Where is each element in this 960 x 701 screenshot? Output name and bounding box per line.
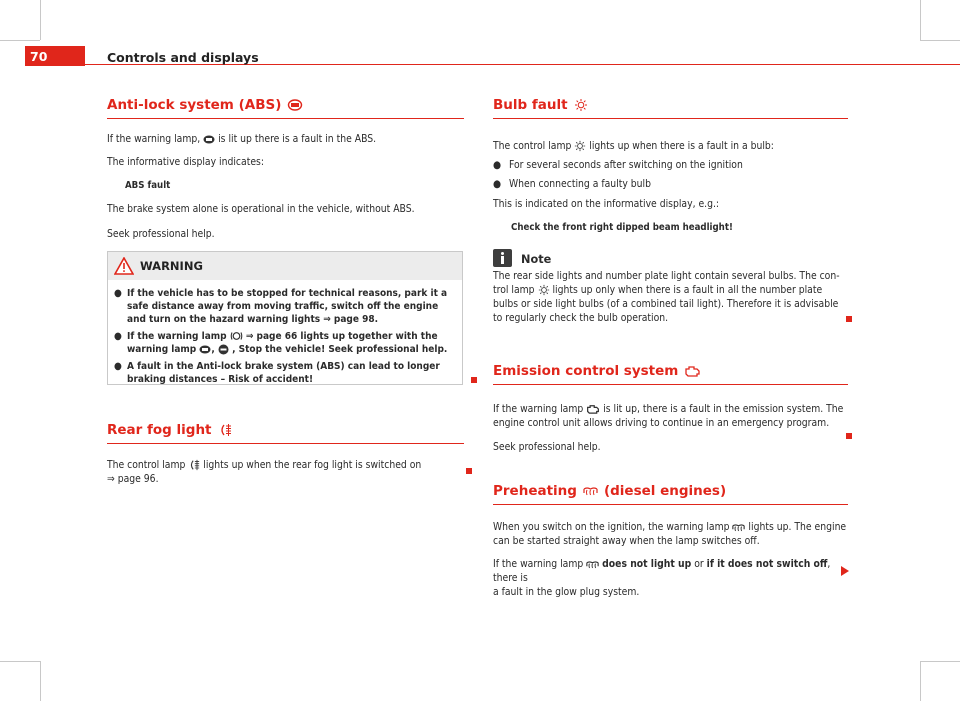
- note-line: bulbs or side light bulbs (of a combined tail light). Therefore it is advisable: [493, 298, 839, 310]
- glow-plug-lamp-icon: [732, 523, 745, 532]
- rear-fog-icon: [218, 423, 232, 437]
- text: is lit up, there is a fault in the emission system. The: [603, 403, 844, 415]
- text: can be started straight away when the lamp switches off.: [493, 535, 760, 547]
- warning-bullet: ● A fault in the Anti-lock brake system (ABS) can lead to longer braking distances – Risk of accident!: [114, 360, 456, 386]
- abs-paragraph-3: The brake system alone is operational in the vehicle, without ABS.: [107, 203, 415, 215]
- abs-heading-text: Anti-lock system (ABS): [107, 97, 282, 113]
- stop-lamp-icon: [218, 344, 229, 355]
- emission-paragraph-2: Seek professional help.: [493, 441, 601, 453]
- bulb-bullet: ● For several seconds after switching on the ignition: [493, 159, 743, 171]
- abs-warning-icon: [287, 99, 303, 111]
- crop-mark: [0, 661, 40, 662]
- crop-mark: [920, 661, 960, 662]
- crop-mark: [920, 661, 921, 701]
- bulb-bullet: ● When connecting a faulty bulb: [493, 178, 652, 190]
- abs-section: [107, 98, 464, 241]
- fog-paragraph: [107, 458, 464, 486]
- emission-heading-text: Emission control system: [493, 363, 679, 379]
- bulb-paragraph-2: This is indicated on the informative display, e.g.:: [493, 198, 720, 210]
- warning-triangle-icon: [114, 257, 134, 275]
- section-end-mark: [846, 316, 852, 322]
- text: The control lamp: [107, 459, 186, 471]
- bulb-paragraph-1: [493, 139, 848, 153]
- engine-lamp-icon: [586, 404, 600, 414]
- text: is lit up there is a fault in the ABS.: [218, 133, 377, 145]
- emphasis: does not light up: [602, 558, 692, 570]
- note-heading: [493, 249, 848, 267]
- brake-warning-icon: [230, 331, 243, 341]
- crop-mark: [920, 0, 921, 40]
- text: a fault in the glow plug system.: [493, 586, 640, 598]
- section-title: Controls and displays: [107, 50, 259, 65]
- text: If the vehicle has to be stopped for technical reasons, park it a safe distance away from moving traffic, switch off the engine and turn on the hazard warning lights ⇒ page 98.: [127, 288, 448, 325]
- crop-mark: [40, 661, 41, 701]
- note-line: [493, 283, 848, 297]
- text: If the warning lamp ⇒ page 66 lights up together with the warning lamp , , Stop the vehicle! Seek professional help.: [127, 331, 448, 355]
- page-reference[interactable]: ⇒ page 96.: [107, 473, 159, 485]
- text: lights up only when there is a fault in all the number plate: [552, 284, 823, 296]
- info-icon: [493, 249, 512, 267]
- note-title: Note: [521, 253, 552, 266]
- emphasis: if it does not switch off: [706, 558, 828, 570]
- section-end-mark: [846, 433, 852, 439]
- text: , Stop the vehicle! Seek professional help.: [232, 344, 448, 355]
- note-line: The rear side lights and number plate light contain several bulbs. The con-: [493, 270, 840, 282]
- warning-bullet: ● If the vehicle has to be stopped for technical reasons, park it a safe distance away from moving traffic, switch off the engine and turn on the hazard warning lights ⇒ page 98.: [114, 287, 456, 326]
- preheat-heading: [493, 484, 848, 505]
- fog-section: [107, 423, 464, 486]
- bulb-fault-icon: [574, 98, 588, 112]
- bulb-heading: [493, 98, 848, 119]
- text: , there is: [493, 558, 831, 584]
- preheat-section: [493, 484, 848, 599]
- text: or: [694, 558, 704, 570]
- text: ⇒ page 66 lights up together with the warning lamp: [127, 331, 438, 355]
- continue-arrow-icon: [841, 566, 849, 576]
- glow-plug-icon: [583, 486, 598, 496]
- abs-lamp-icon: [203, 135, 215, 144]
- crop-mark: [40, 0, 41, 40]
- abs-heading: [107, 98, 464, 119]
- text: trol lamp: [493, 284, 535, 296]
- text: If the warning lamp: [493, 403, 584, 415]
- warning-header: [108, 252, 462, 280]
- fog-heading-text: Rear fog light: [107, 422, 212, 438]
- emission-heading: [493, 364, 848, 385]
- crop-mark: [920, 40, 960, 41]
- text: lights up. The engine: [748, 521, 847, 533]
- text: If the warning lamp: [127, 331, 227, 342]
- fog-heading: [107, 423, 464, 444]
- glow-plug-lamp-icon: [586, 560, 599, 569]
- warning-title: WARNING: [140, 259, 203, 273]
- warning-box: [107, 251, 463, 385]
- text: When you switch on the ignition, the warning lamp: [493, 521, 730, 533]
- emission-section: [493, 364, 848, 454]
- warning-bullet: ● If the warning lamp ⇒ page 66 lights up together with the warning lamp , , Stop the vehicle! Seek professional help.: [114, 330, 456, 356]
- preheat-heading-text: Preheating: [493, 483, 577, 499]
- text: engine control unit allows driving to continue in an emergency program.: [493, 417, 830, 429]
- preheat-heading-suffix: (diesel engines): [603, 483, 727, 499]
- text: The control lamp: [493, 140, 572, 152]
- bulb-heading-text: Bulb fault: [493, 97, 568, 113]
- abs-paragraph-2: The informative display indicates:: [107, 156, 264, 168]
- abs-display-message: ABS fault: [125, 180, 171, 191]
- emission-paragraph-1: [493, 402, 848, 430]
- abs-lamp-icon: [199, 345, 211, 354]
- text: When connecting a faulty bulb: [509, 178, 652, 190]
- rear-fog-lamp-icon: [188, 459, 200, 471]
- text: For several seconds after switching on the ignition: [509, 159, 743, 171]
- abs-paragraph-1: [107, 132, 464, 146]
- text: A fault in the Anti-lock brake system (ABS) can lead to longer braking distances – Risk of accident!: [127, 361, 440, 385]
- text: lights up when there is a fault in a bulb:: [589, 140, 774, 152]
- engine-icon: [684, 365, 701, 377]
- crop-mark: [0, 40, 40, 41]
- preheat-paragraph-1: [493, 520, 848, 548]
- abs-paragraph-4: Seek professional help.: [107, 228, 215, 240]
- text: lights up when the rear fog light is switched on: [203, 459, 422, 471]
- bulb-section: [493, 98, 848, 325]
- preheat-paragraph-2: [493, 557, 848, 599]
- text: If the warning lamp: [493, 558, 584, 570]
- bulb-lamp-icon: [574, 140, 586, 152]
- text: If the warning lamp,: [107, 133, 201, 145]
- bulb-lamp-icon: [538, 284, 550, 296]
- bulb-display-message: Check the front right dipped beam headlight!: [511, 222, 733, 233]
- section-end-mark: [471, 377, 477, 383]
- note-line: to regularly check the bulb operation.: [493, 312, 669, 324]
- warning-body: [108, 280, 462, 397]
- page-number: 70: [25, 46, 85, 66]
- section-end-mark: [466, 468, 472, 474]
